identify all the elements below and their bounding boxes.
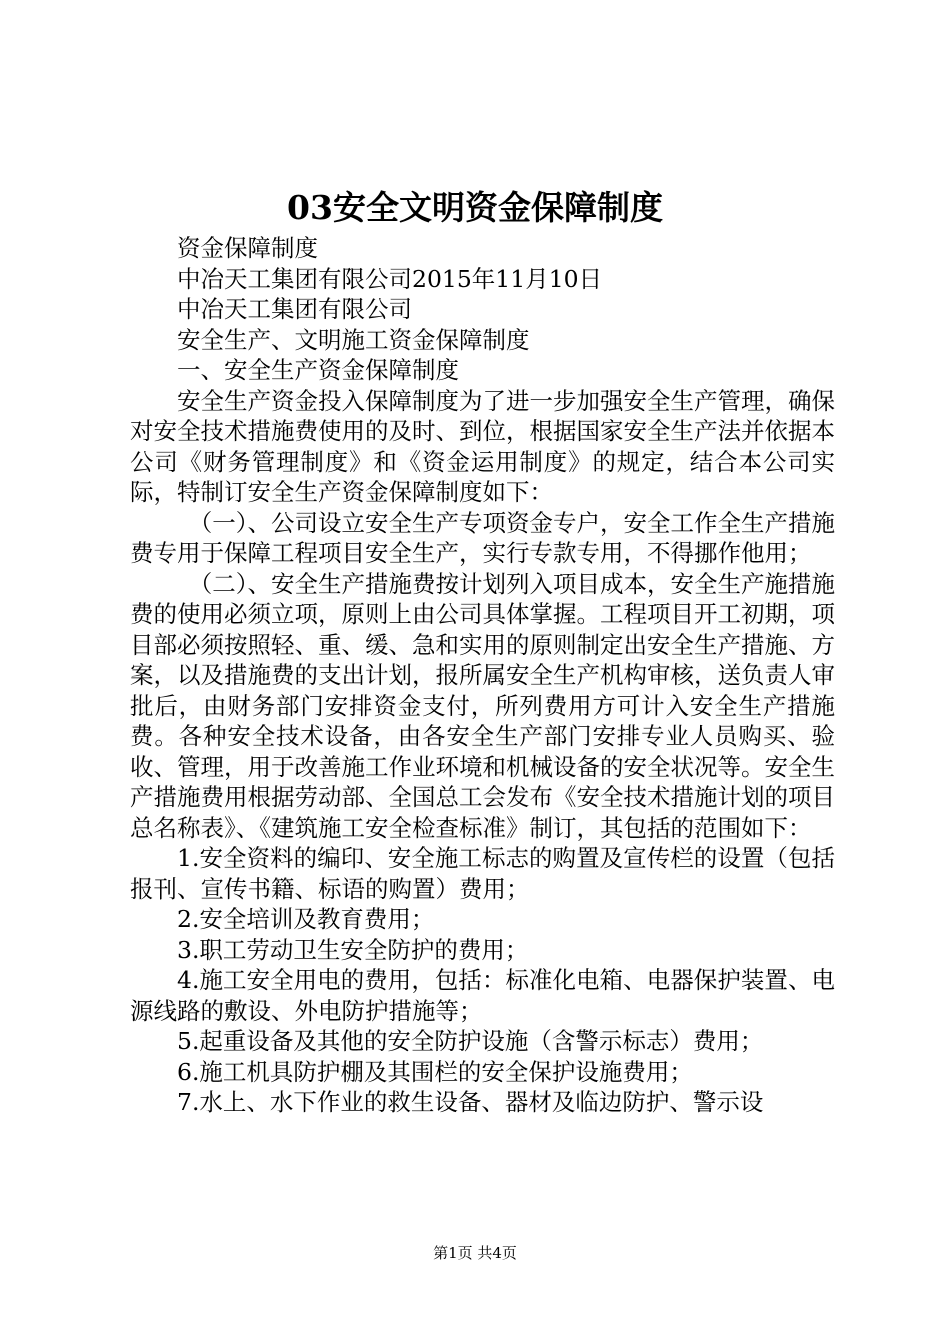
paragraph-section-title: 安全生产、文明施工资金保障制度 xyxy=(177,325,530,354)
document-body xyxy=(130,233,835,1118)
list-item: 6.施工机具防护棚及其围栏的安全保护设施费用； xyxy=(177,1057,693,1086)
list-item: 7.水上、水下作业的救生设备、器材及临边防护、警示设 xyxy=(177,1088,764,1116)
list-item: 2.安全培训及教育费用； xyxy=(177,905,435,933)
paragraph-intro: 安全生产资金投入保障制度为了进一步加强安全生产管理，确保对安全技术措施费使用的及时、到位，根据国家安全生产法并依据本公司《财务管理制度》和《资金运用制度》的规定，结合本公司实际，特制订安全生产资金保障制度如下： xyxy=(130,386,835,506)
paragraph-subtitle: 资金保障制度 xyxy=(177,234,318,262)
paragraph-heading-1: 一、安全生产资金保障制度 xyxy=(177,356,459,384)
paragraph-issuer-date: 中冶天工集团有限公司2015年11月10日 xyxy=(177,264,603,293)
paragraph-clause-2: （二）、安全生产措施费按计划列入项目成本，安全生产施措施费的使用必须立项，原则上由公司具体掌握。工程项目开工初期，项目部必须按照轻、重、缓、急和实用的原则制定出安全生产措施、方案，以及措施费的支出计划，报所属安全生产机构审核，送负责人审批后，由财务部门安排资金支付，所列费用方可计入安全生产措施费。各种安全技术设备，由各安全生产部门安排专业人员购买、验收、管理，用于改善施工作业环境和机械设备的安全状况等。安全生产措施费用根据劳动部、全国总工会发布《安全技术措施计划的项目总名称表》、《建筑施工安全检查标准》制订，其包括的范围如下： xyxy=(130,569,835,842)
document-title: 03安全文明资金保障制度 xyxy=(287,188,663,227)
page-number: 第1页 共4页 xyxy=(433,1244,517,1262)
list-item: 5.起重设备及其他的安全防护设施（含警示标志）费用； xyxy=(177,1027,764,1055)
list-item: 4.施工安全用电的费用，包括：标准化电箱、电器保护装置、电源线路的敷设、外电防护措施等； xyxy=(130,966,835,1025)
paragraph-clause-1: （一）、公司设立安全生产专项资金专户，安全工作全生产措施费专用于保障工程项目安全生产，实行专款专用，不得挪作他用； xyxy=(130,508,835,567)
list-item: 1.安全资料的编印、安全施工标志的购置及宣传栏的设置（包括报刊、宣传书籍、标语的购置）费用； xyxy=(130,844,835,903)
list-item: 3.职工劳动卫生安全防护的费用； xyxy=(177,935,529,964)
paragraph-company-name: 中冶天工集团有限公司 xyxy=(177,295,412,323)
